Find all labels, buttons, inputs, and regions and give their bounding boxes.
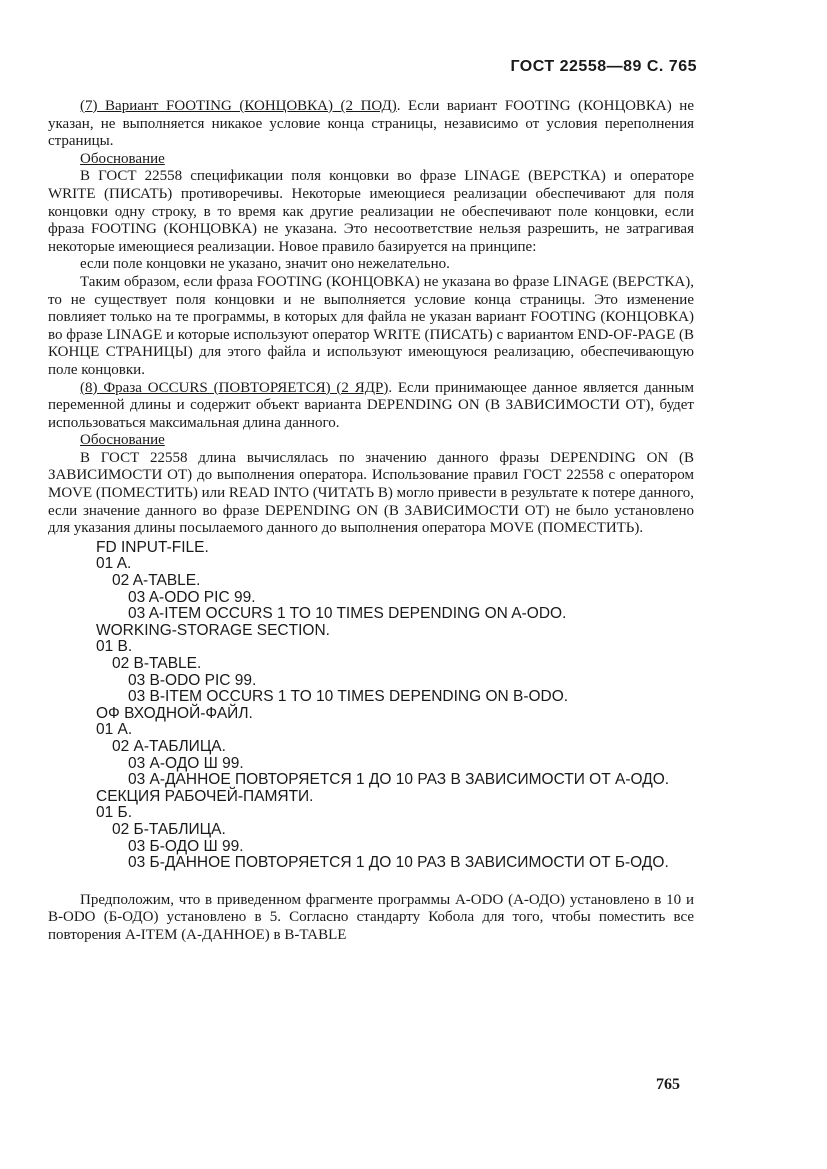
code-example	[48, 540, 694, 872]
item-7-heading: (7) Вариант FOOTING (КОНЦОВКА) (2 ПОД)	[80, 98, 397, 114]
code-line: 03 А-ОДО Ш 99.	[128, 754, 244, 772]
code-line: 01 Б.	[96, 804, 133, 822]
item-7-paragraph	[48, 98, 694, 151]
rationale-label: Обоснование	[80, 150, 165, 167]
code-line: 03 B-ODO PIC 99.	[128, 671, 257, 689]
rationale-paragraph-3: В ГОСТ 22558 длина вычислялась по значению данного фразы DEPENDING ON (В ЗАВИСИМОСТИ ОТ) до выполнения оператора. Использование правил ГОСТ 22558 с оператором MOVE (ПОМЕСТИТЬ) или READ INTO (ЧИТАТЬ В) могло привести в результате к потере данного, если значение данного во фразе DEPENDING ON (В ЗАВИСИМОСТИ ОТ) не было установлено для указания длины посылаемого данного до выполнения оператора MOVE (ПОМЕСТИТЬ).	[48, 449, 694, 537]
code-line: 03 А-ДАННОЕ ПОВТОРЯЕТСЯ 1 ДО 10 РАЗ В ЗАВИСИМОСТИ ОТ А-ОДО.	[128, 771, 670, 789]
code-line: 01 B.	[96, 638, 133, 656]
principle-line: если поле концовки не указано, значит оно нежелательно.	[80, 256, 450, 273]
document-body	[48, 98, 694, 945]
code-line: 02 А-ТАБЛИЦА.	[112, 737, 226, 755]
code-line: 03 Б-ОДО Ш 99.	[128, 837, 244, 855]
code-line: 01 A.	[96, 555, 132, 573]
code-line: FD INPUT-FILE.	[96, 538, 209, 556]
item-8-paragraph	[48, 380, 694, 433]
code-line: 02 A-TABLE.	[112, 572, 201, 590]
page-number: 765	[656, 1076, 680, 1093]
item-7-text: . Если вариант FOOTING (КОНЦОВКА) не указан, не выполняется никакое условие конца страницы, независимо от условия переполнения страницы.	[48, 98, 694, 150]
rationale-paragraph-2: Таким образом, если фраза FOOTING (КОНЦОВКА) не указана во фразе LINAGE (ВЕРСТКА), то не существует поля концовки и не выполняется условие конца страницы. Это изменение повлияет только на те программы, в которых для файла не указан вариант FOOTING (КОНЦОВКА) во фразе LINAGE и которые используют оператор WRITE (ПИСАТЬ) с вариантом END-OF-PAGE (В КОНЦЕ СТРАНИЦЫ) для этого файла и используют имеющуюся реализацию, обеспечивающую поле концовки.	[48, 273, 694, 378]
code-line: 03 B-ITEM OCCURS 1 TO 10 TIMES DEPENDING ON B-ODO.	[128, 688, 569, 706]
code-line: 03 A-ITEM OCCURS 1 TO 10 TIMES DEPENDING ON A-ODO.	[128, 605, 567, 623]
code-line: ОФ ВХОДНОЙ-ФАЙЛ.	[96, 704, 253, 722]
code-line: WORKING-STORAGE SECTION.	[96, 621, 330, 639]
rationale-paragraph-1: В ГОСТ 22558 спецификации поля концовки во фразе LINAGE (ВЕРСТКА) и операторе WRITE (ПИСАТЬ) противоречивы. Некоторые имеющиеся реализации обеспечивают для поля концовки одну строку, в то время как другие реализации не обеспечивают поле концовки, если фраза FOOTING (КОНЦОВКА) не указана. Это несоответствие нельзя разрешить, не затрагивая некоторые имеющиеся реализации. Новое правило базируется на принципе:	[48, 168, 694, 255]
rationale-label-2: Обоснование	[80, 432, 165, 449]
code-line: 01 А.	[96, 721, 133, 739]
code-line: СЕКЦИЯ РАБОЧЕЙ-ПАМЯТИ.	[96, 787, 314, 805]
page-header: ГОСТ 22558—89 С. 765	[510, 58, 697, 75]
code-line: 02 B-TABLE.	[112, 655, 202, 672]
item-8-text: . Если принимающее данное является данным переменной длины и содержит объект варианта DEPENDING ON (В ЗАВИСИМОСТИ ОТ), будет использоваться максимальная длина данного.	[48, 379, 694, 431]
code-line: 03 Б-ДАННОЕ ПОВТОРЯЕТСЯ 1 ДО 10 РАЗ В ЗАВИСИМОСТИ ОТ Б-ОДО.	[128, 854, 669, 872]
closing-paragraph: Предположим, что в приведенном фрагменте программы A-ODO (А-ОДО) установлено в 10 и B-ODO (Б-ОДО) установлено в 5. Согласно стандарту Кобола для того, чтобы поместить все повторения A-ITEM (А-ДАННОЕ) в B-TABLE	[48, 891, 694, 943]
code-line: 02 Б-ТАБЛИЦА.	[112, 820, 226, 838]
item-8-heading: (8) Фраза OCCURS (ПОВТОРЯЕТСЯ) (2 ЯДР)	[80, 379, 389, 396]
code-line: 03 A-ODO PIC 99.	[128, 588, 256, 606]
